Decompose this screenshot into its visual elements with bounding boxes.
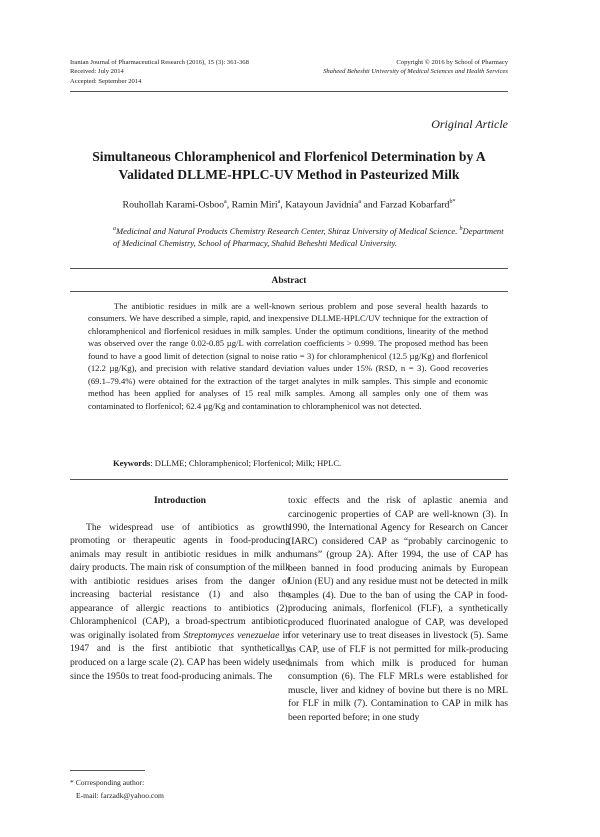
accepted-date: Accepted: September 2014: [70, 77, 142, 85]
journal-header: [70, 58, 249, 86]
author-affil-mark: a: [277, 199, 281, 205]
author-name: Ramin Miri: [231, 199, 278, 211]
abstract-top-rule: [70, 268, 508, 269]
intro-text-a: The widespread use of antibiotics as growth promoting or therapeutic agents in food-producing animals may result in antibiotic residues in milk and dairy products. The main risk of consumption of the milk with antibiotic residues arises from the danger of increasing bacterial resistance (1) and also the appearance of allergic reactions to antibiotics (2). Chloramphenicol (CAP), a broad-spectrum antibiotic, was originally isolated from: [70, 521, 290, 641]
keywords: [113, 458, 508, 468]
author-name: Rouhollah Karami-Osboo: [122, 199, 225, 211]
author-affil-mark: a: [224, 199, 227, 205]
affiliations: [113, 223, 508, 250]
header-divider: [70, 91, 508, 92]
copyright-header: [323, 58, 508, 77]
author-list: Rouhollah Karami-Osboo$^a$, Ramin Miri$^a$, Katayoun Javidnia$^a$ and Farzad Kobarfard$^{b*}$: [122, 199, 456, 211]
affil-mark: b: [459, 226, 463, 232]
author-name: Katayoun Javidnia: [285, 199, 359, 211]
introduction-heading: Introduction: [153, 495, 207, 506]
author-affil-mark: a: [358, 199, 362, 205]
copyright-notice: Copyright © 2016 by School of Pharmacy: [396, 59, 508, 66]
affil-mark: a: [113, 226, 116, 232]
footnote-rule: [70, 770, 145, 771]
keywords-list: : DLLME; Chloramphenicol; Florfenicol; Milk; HPLC.: [150, 458, 342, 468]
author-affil-mark: b*: [449, 199, 456, 205]
author-name: Farzad Kobarfard: [380, 199, 450, 211]
left-column: [70, 494, 290, 683]
footnote: [70, 777, 164, 802]
corresponding-author-label: * Corresponding author:: [70, 778, 145, 787]
corresponding-email: E-mail: farzadk@yahoo.com: [76, 790, 164, 800]
abstract-body: The antibiotic residues in milk are a well-known serious problem and pose several health hazards to consumers. We have described a simple, rapid, and inexpensive DLLME-HPLC/UV technique for the extraction of chloramphenicol and florfenicol residues in milk samples. Under the optimum conditions, linearity of the method was observed over the range 0.02-0.85 µg/L with correlation coefficients > 0.999. The proposed method has been found to have a good limit of detection (signal to noise ratio = 3) for chloramphenicol (12.5 µg/Kg) and florfenicol (12.2 µg/Kg), and precision with relative standard deviation values under 15% (RSD, n = 3). Good recoveries (69.1–79.4%) were obtained for the extraction of the target analytes in milk samples. This simple and economic method has been applied for analyses of 15 real milk samples. Among all samples only one of them was contaminated to florfenicol; 62.4 µg/Kg and contamination to chloramphenicol was not detected.: [88, 301, 488, 411]
journal-citation: Iranian Journal of Pharmaceutical Research (2016), 15 (3): 361-368: [70, 59, 249, 66]
intro-text-b: in 1947 and is the first antibiotic that synthetically produced on a large scale (2). CAP has been widely used since the 1950s to treat food-producing animals. The: [70, 629, 290, 682]
article-type: Original Article: [431, 117, 508, 131]
abstract-bottom-rule: [70, 479, 508, 480]
title-line-2: Validated DLLME-HPLC-UV Method in Pasteurized Milk: [118, 167, 460, 182]
received-date: Received: July 2014: [70, 68, 124, 76]
affiliation-b: Department of Medicinal Chemistry, School of Pharmacy, Shahid Beheshti Medical University.: [113, 225, 504, 249]
introduction-paragraph: [70, 521, 290, 684]
article-title: [70, 148, 508, 184]
affiliation-a: Medicinal and Natural Products Chemistry Research Center, Shiraz University of Medical Science.: [116, 225, 458, 236]
keywords-label: Keywords: [113, 458, 151, 468]
right-column: [288, 494, 508, 724]
institution-name: Shaheed Beheshti University of Medical Sciences and Health Services: [323, 68, 508, 76]
introduction-continued: toxic effects and the risk of aplastic anemia and carcinogenic properties of CAP are well-known (3). In 1990, the International Agency for Research on Cancer (IARC) considered CAP as “probably carcinogenic to humans” (group 2A). After 1994, the use of CAP has been banned in food producing animals by European Union (EU) and any residue must not be detected in milk samples (4). Due to the ban of using the CAP in food-producing animals, florfenicol (FLF), a synthetically produced fluorinated analogue of CAP, was developed for veterinary use to treat diseases in livestock (5). Same as CAP, use of FLF is not permitted for milk-producing animals from which milk is produced for human consumption (6). The FLF MRLs were established for muscle, liver and kidney of bovine but there is no MRL for FLF in milk (7). Contamination to CAP in milk has been reported before; in one study: [288, 495, 508, 723]
title-line-1: Simultaneous Chloramphenicol and Florfenicol Determination by A: [92, 149, 486, 164]
abstract-heading: Abstract: [271, 276, 307, 286]
abstract-heading-rule: [70, 291, 508, 292]
species-name: Streptomyces venezuelae: [183, 629, 280, 641]
